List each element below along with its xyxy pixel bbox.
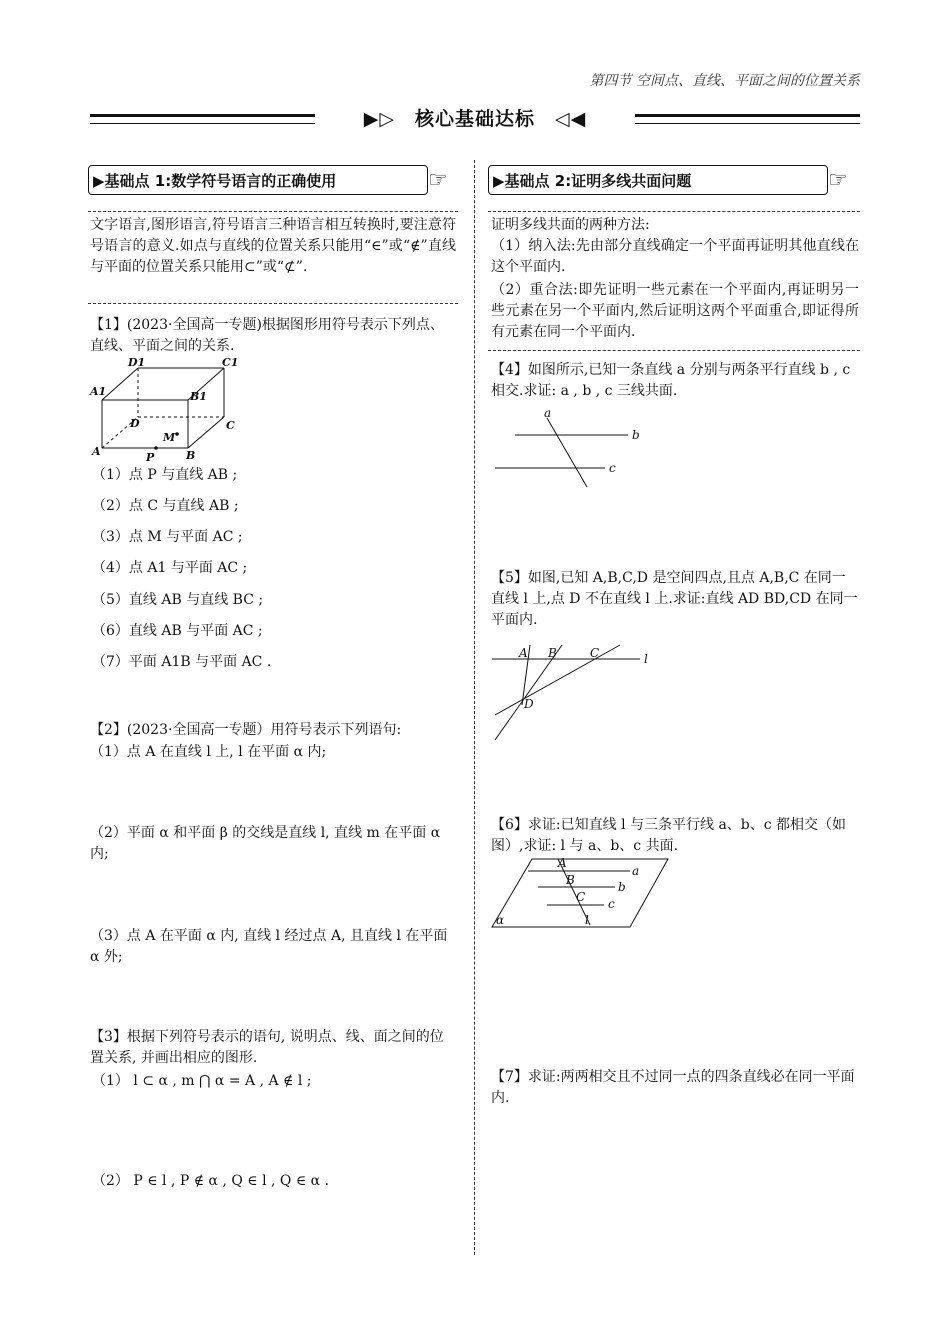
right-badge: ▶基础点 2:证明多线共面问题: [488, 165, 828, 195]
right-intro-1: 证明多线共面的两种方法:: [491, 217, 650, 233]
q3-item-1: （1） l ⊂ α , m ⋂ α = A , A ∉ l ;: [92, 1073, 312, 1089]
q5-label-d: D: [524, 697, 534, 711]
q7-stem: 【7】求证:两两相交且不过同一点的四条直线必在同一平面内.: [491, 1069, 855, 1106]
q5-label-l: l: [644, 652, 648, 666]
q6-label-c-point: C: [576, 890, 586, 904]
q1-item-4: （4）点 A1 与平面 AC ;: [92, 560, 248, 576]
q6-stem: 【6】求证:已知直线 l 与三条平行线 a、b、c 都相交（如图）,求证: l 与 a、b、c 共面.: [491, 817, 847, 854]
q3-stem: 【3】根据下列符号表示的语句, 说明点、线、面之间的位置关系, 并画出相应的图形.: [90, 1029, 444, 1066]
q1-item-5: （5）直线 AB 与直线 BC ;: [92, 592, 264, 608]
label-m: M: [163, 431, 176, 444]
pointing-hand-icon-2: ☞: [828, 168, 848, 193]
q4-stem: 【4】如图所示,已知一条直线 a 分别与两条平行直线 b , c 相交.求证: a , b , c 三线共面.: [491, 362, 851, 399]
pointing-hand-icon: ☞: [428, 168, 448, 193]
q1-item-1: （1）点 P 与直线 AB ;: [92, 467, 238, 483]
q2-item-1: （1）点 A 在直线 l 上, l 在平面 α 内;: [90, 744, 327, 760]
label-a: A: [92, 445, 101, 458]
label-d: D: [130, 417, 140, 430]
title-rule-right: [635, 114, 860, 124]
q6-label-alpha: α: [496, 913, 505, 927]
right-intro-2: （1）纳入法:先由部分直线确定一个平面再证明其他直线在这个平面内.: [491, 238, 859, 275]
q3-item-2: （2） P ∈ l , P ∉ α , Q ∈ l , Q ∈ α .: [92, 1173, 330, 1189]
left-intro: 文字语言,图形语言,符号语言三种语言相互转换时,要注意符号语言的意义.如点与直线的位置关系只能用“∈”或“∉”直线与平面的位置关系只能用⊂”或“⊄”.: [90, 217, 456, 275]
q5-label-a: A: [519, 646, 528, 660]
q2-item-3: （3）点 A 在平面 α 内, 直线 l 经过点 A, 且直线 l 在平面 α 外;: [90, 928, 448, 965]
q4-figure: [490, 405, 650, 495]
label-d1: D1: [128, 356, 146, 369]
cube-figure: [88, 355, 248, 465]
q1-stem: 【1】(2023·全国高一专题)根据图形用符号表示下列点、直线、平面之间的关系.: [90, 317, 444, 354]
label-c1: C1: [222, 356, 239, 369]
q6-label-l: l: [585, 913, 589, 927]
q6-label-b-line: b: [618, 880, 626, 894]
right-intro-3: （2）重合法:即先证明一些元素在一个平面内,再证明另一些元素在另一个平面内,然后证明这两个平面重合,即证得所有元素在同一个平面内.: [491, 282, 859, 340]
q1-item-7: （7）平面 A1B 与平面 AC .: [92, 654, 272, 670]
q5-label-b: B: [548, 646, 557, 660]
right-dash-bottom: [488, 350, 860, 351]
q2-item-2: （2）平面 α 和平面 β 的交线是直线 l, 直线 m 在平面 α 内;: [90, 825, 441, 862]
label-c: C: [226, 419, 235, 432]
label-b1: B1: [190, 390, 207, 403]
q2-stem: 【2】(2023·全国高一专题）用符号表示下列语句:: [90, 722, 402, 738]
q6-label-a-line: a: [632, 864, 640, 878]
q5-stem: 【5】如图,已知 A,B,C,D 是空间四点,且点 A,B,C 在同一直线 l 上,点 D 不在直线 l 上.求证:直线 AD BD,CD 在同一平面内.: [491, 570, 858, 628]
right-dash-top: [488, 211, 860, 212]
section-title-bar: [90, 104, 860, 134]
label-b: B: [186, 449, 196, 462]
q4-label-b: b: [632, 428, 640, 442]
q6-label-a-point: A: [558, 856, 567, 870]
q4-label-c: c: [609, 461, 616, 475]
q6-label-c-line: c: [608, 897, 615, 911]
left-dash-top: [88, 211, 458, 212]
q1-item-2: （2）点 C 与直线 AB ;: [92, 498, 239, 514]
section-title: ▶▷ 核心基础达标 ◁◀: [363, 108, 587, 130]
q5-figure: [490, 640, 660, 740]
q1-item-6: （6）直线 AB 与平面 AC ;: [92, 623, 263, 639]
label-p: P: [146, 451, 155, 464]
q5-label-c: C: [590, 646, 600, 660]
q4-label-a: a: [544, 406, 552, 420]
column-divider: [474, 160, 475, 1255]
q6-label-b-point: B: [566, 873, 575, 887]
section-header: 第四节 空间点、直线、平面之间的位置关系: [589, 73, 860, 89]
label-a1: A1: [90, 385, 107, 398]
left-badge: ▶基础点 1:数学符号语言的正确使用: [88, 165, 428, 195]
q6-figure: [490, 855, 670, 935]
q1-item-3: （3）点 M 与平面 AC ;: [92, 529, 243, 545]
left-dash-bottom: [88, 303, 458, 304]
